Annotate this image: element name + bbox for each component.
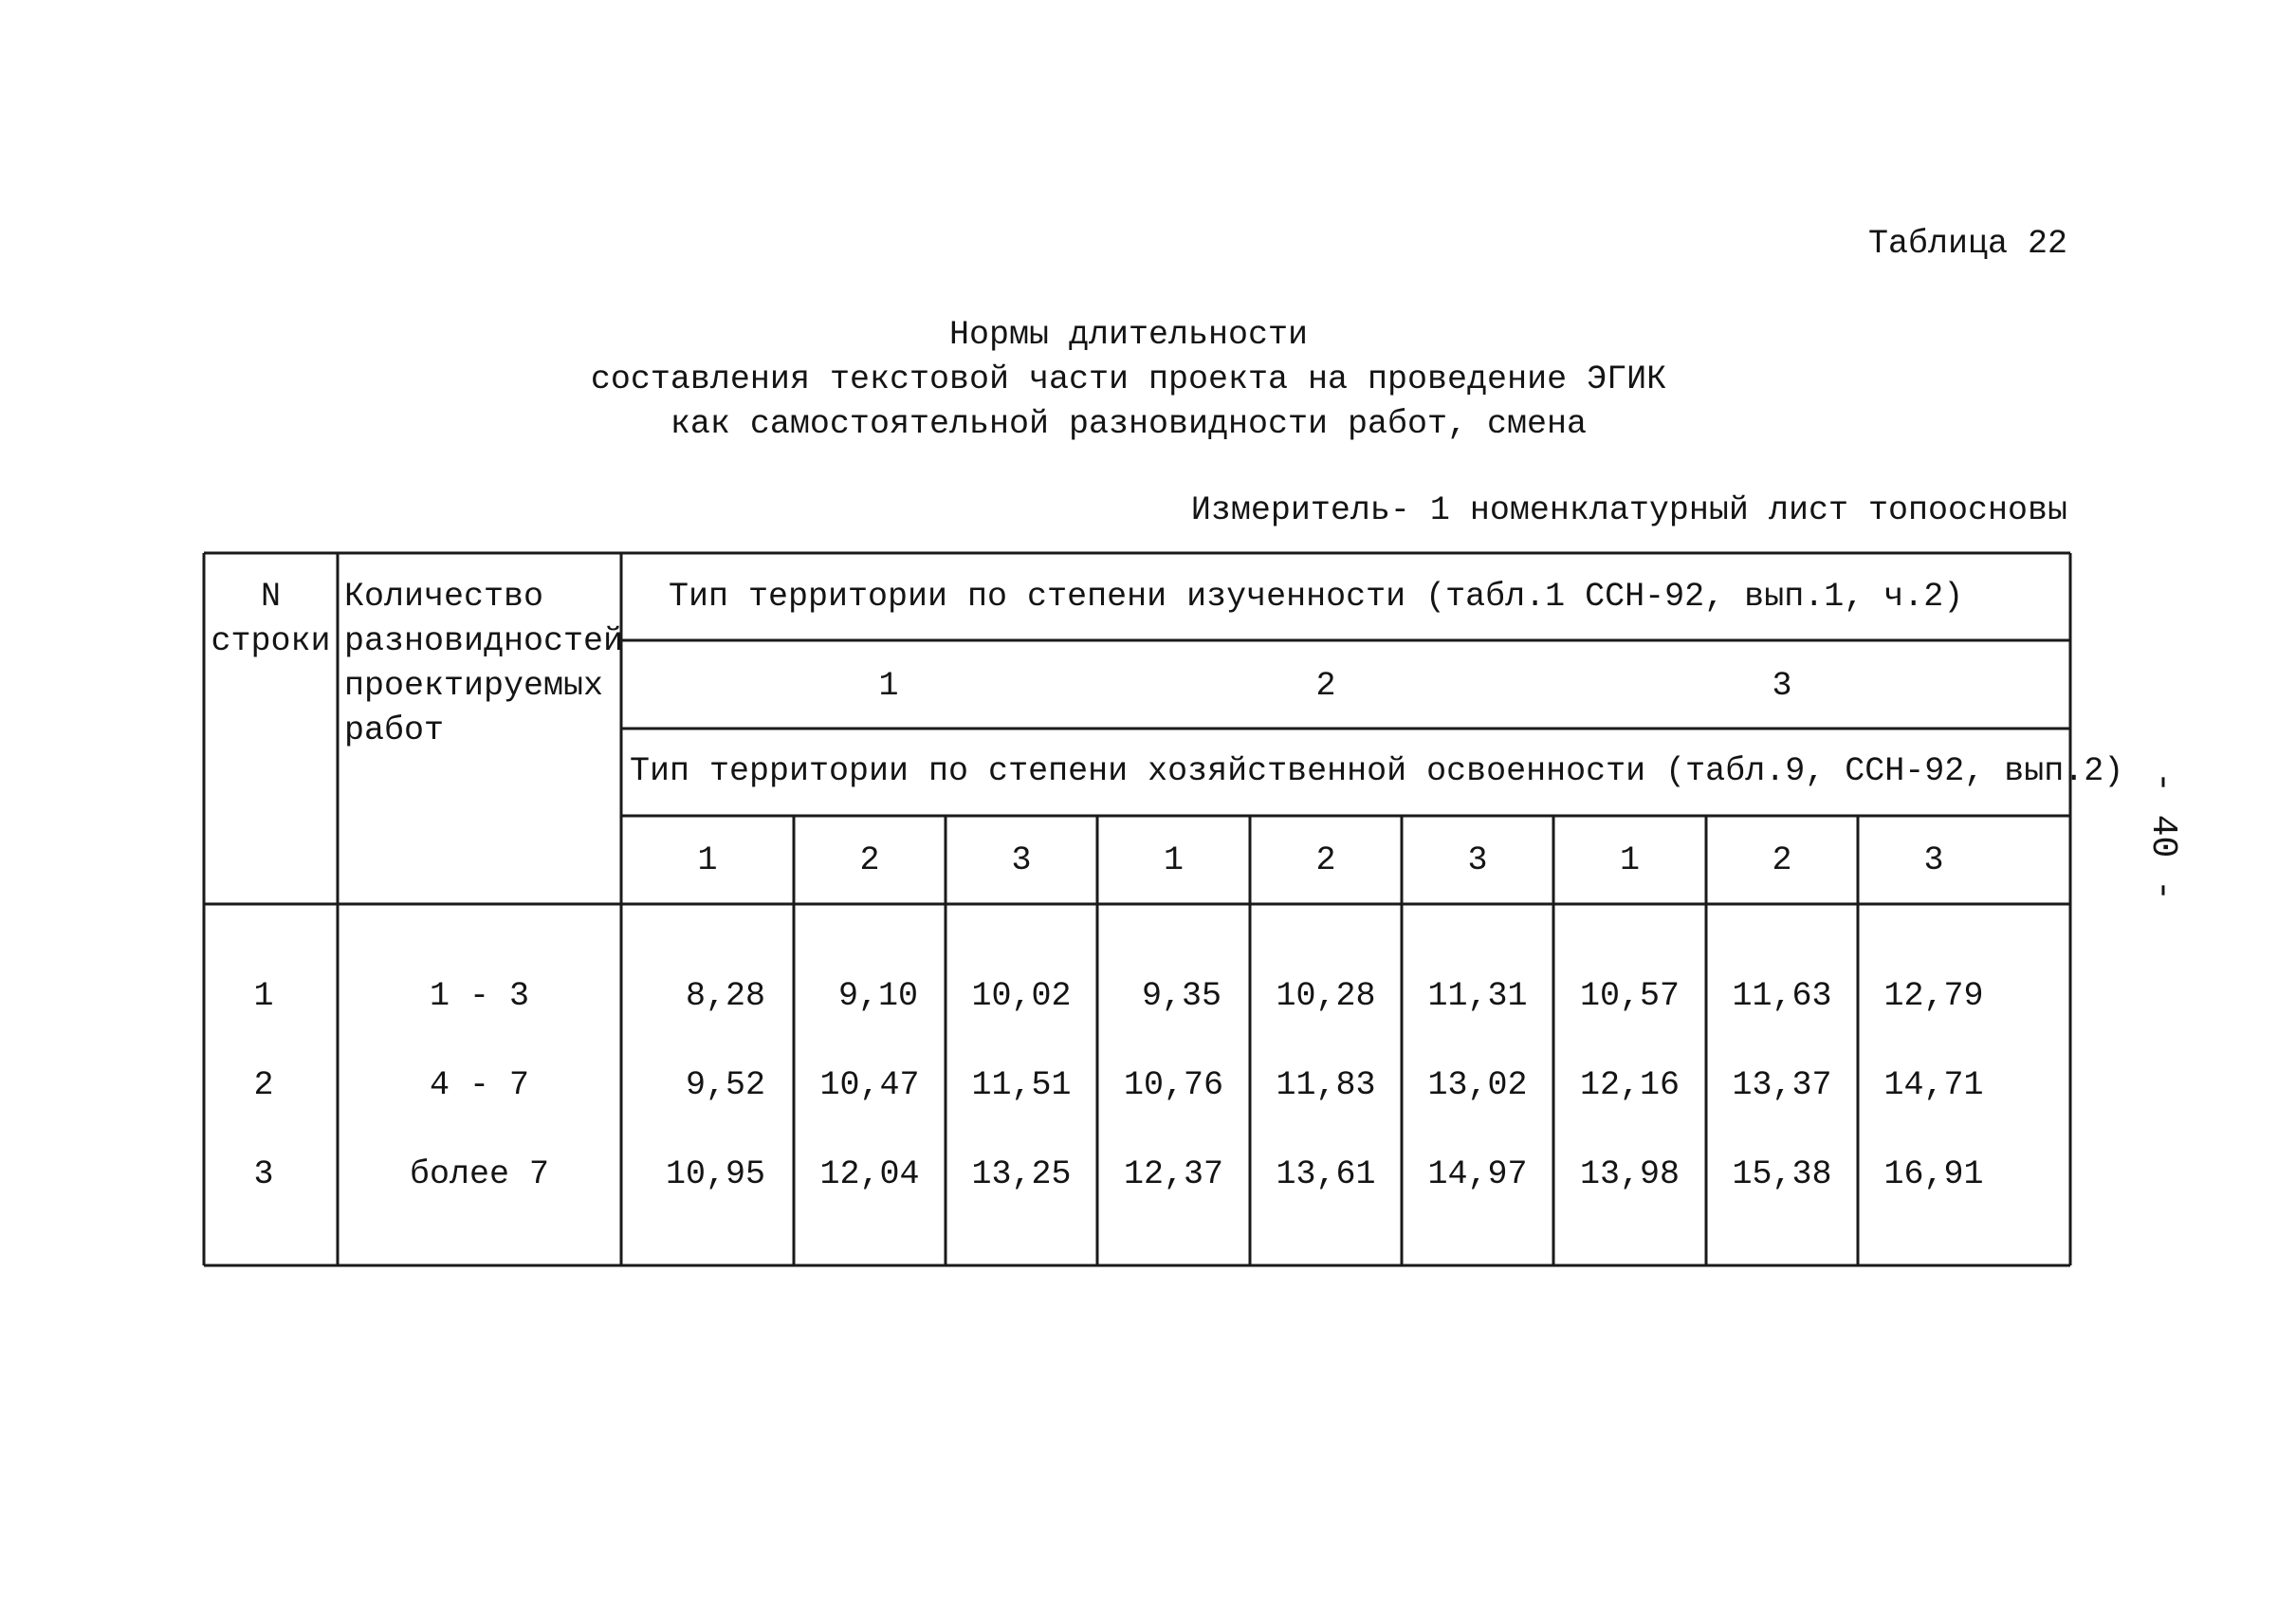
col-qty-header-line3: проектируемых bbox=[344, 667, 604, 705]
row-1-value: 10,28 bbox=[1276, 977, 1376, 1015]
row-2-value: 11,51 bbox=[971, 1066, 1072, 1104]
study-group-2: 2 bbox=[1315, 667, 1336, 705]
page-number: - 40 - bbox=[2141, 771, 2183, 901]
row-2-value: 13,37 bbox=[1732, 1066, 1832, 1104]
row-2-value: 10,76 bbox=[1123, 1066, 1224, 1104]
sub-col-3: 3 bbox=[1011, 841, 1032, 879]
col-qty-header-line4: работ bbox=[344, 711, 445, 749]
table-label: Таблица 22 bbox=[1867, 225, 2067, 263]
row-2-n: 2 bbox=[253, 1066, 274, 1104]
sub-col-6: 3 bbox=[1467, 841, 1488, 879]
row-2-value: 10,47 bbox=[819, 1066, 920, 1104]
row-1-qty: 1 - 3 bbox=[429, 977, 530, 1015]
sub-col-2: 2 bbox=[859, 841, 880, 879]
sub-col-8: 2 bbox=[1772, 841, 1792, 879]
row-1-value: 9,35 bbox=[1141, 977, 1221, 1015]
study-group-3: 3 bbox=[1772, 667, 1792, 705]
sub-col-4: 1 bbox=[1163, 841, 1184, 879]
row-1-value: 10,57 bbox=[1579, 977, 1681, 1015]
row-2-value: 14,71 bbox=[1883, 1066, 1984, 1104]
row-3-value: 12,04 bbox=[819, 1155, 920, 1193]
row-3-qty: более 7 bbox=[409, 1155, 550, 1193]
sub-col-1: 1 bbox=[697, 841, 718, 879]
row-3-value: 12,37 bbox=[1123, 1155, 1224, 1193]
measurement-unit: Измеритель- 1 номенклатурный лист топоосновы bbox=[1190, 491, 2067, 529]
row-3-value: 10,95 bbox=[665, 1155, 765, 1193]
title-line-3: как самостоятельной разновидности работ, смена bbox=[670, 405, 1588, 443]
row-3-value: 14,97 bbox=[1427, 1155, 1528, 1193]
study-group-1: 1 bbox=[878, 667, 899, 705]
row-1-value: 11,31 bbox=[1427, 977, 1528, 1015]
study-type-header: Тип территории по степени изученности (табл.1 ССН-92, вып.1, ч.2) bbox=[669, 578, 1964, 616]
row-2-value: 9,52 bbox=[685, 1066, 765, 1104]
row-2-value: 11,83 bbox=[1276, 1066, 1376, 1104]
col-qty-header-line1: Количество bbox=[344, 578, 544, 616]
row-3-n: 3 bbox=[253, 1155, 274, 1193]
title-line-2: составления текстовой части проекта на проведение ЭГИК bbox=[590, 360, 1667, 398]
row-1-value: 8,28 bbox=[685, 977, 765, 1015]
sub-col-5: 2 bbox=[1315, 841, 1336, 879]
row-1-value: 10,02 bbox=[971, 977, 1072, 1015]
row-3-value: 13,25 bbox=[971, 1155, 1072, 1193]
col-n-header-line1: N bbox=[260, 578, 281, 616]
row-1-value: 11,63 bbox=[1732, 977, 1832, 1015]
row-1-value: 12,79 bbox=[1883, 977, 1984, 1015]
row-3-value: 13,61 bbox=[1276, 1155, 1376, 1193]
col-qty-header-line2: разновидностей bbox=[344, 622, 624, 660]
development-type-header: Тип территории по степени хозяйственной освоенности (табл.9, ССН-92, вып.2) bbox=[630, 752, 2124, 790]
sub-col-9: 3 bbox=[1923, 841, 1944, 879]
col-n-header-line2: строки bbox=[211, 622, 331, 660]
row-3-value: 13,98 bbox=[1579, 1155, 1681, 1193]
row-2-qty: 4 - 7 bbox=[429, 1066, 530, 1104]
row-2-value: 12,16 bbox=[1579, 1066, 1681, 1104]
row-3-value: 16,91 bbox=[1883, 1155, 1984, 1193]
row-2-value: 13,02 bbox=[1427, 1066, 1528, 1104]
row-1-value: 9,10 bbox=[837, 977, 918, 1015]
row-3-value: 15,38 bbox=[1732, 1155, 1832, 1193]
sub-col-7: 1 bbox=[1619, 841, 1640, 879]
title-line-1: Нормы длительности bbox=[948, 316, 1309, 354]
row-1-n: 1 bbox=[253, 977, 274, 1015]
